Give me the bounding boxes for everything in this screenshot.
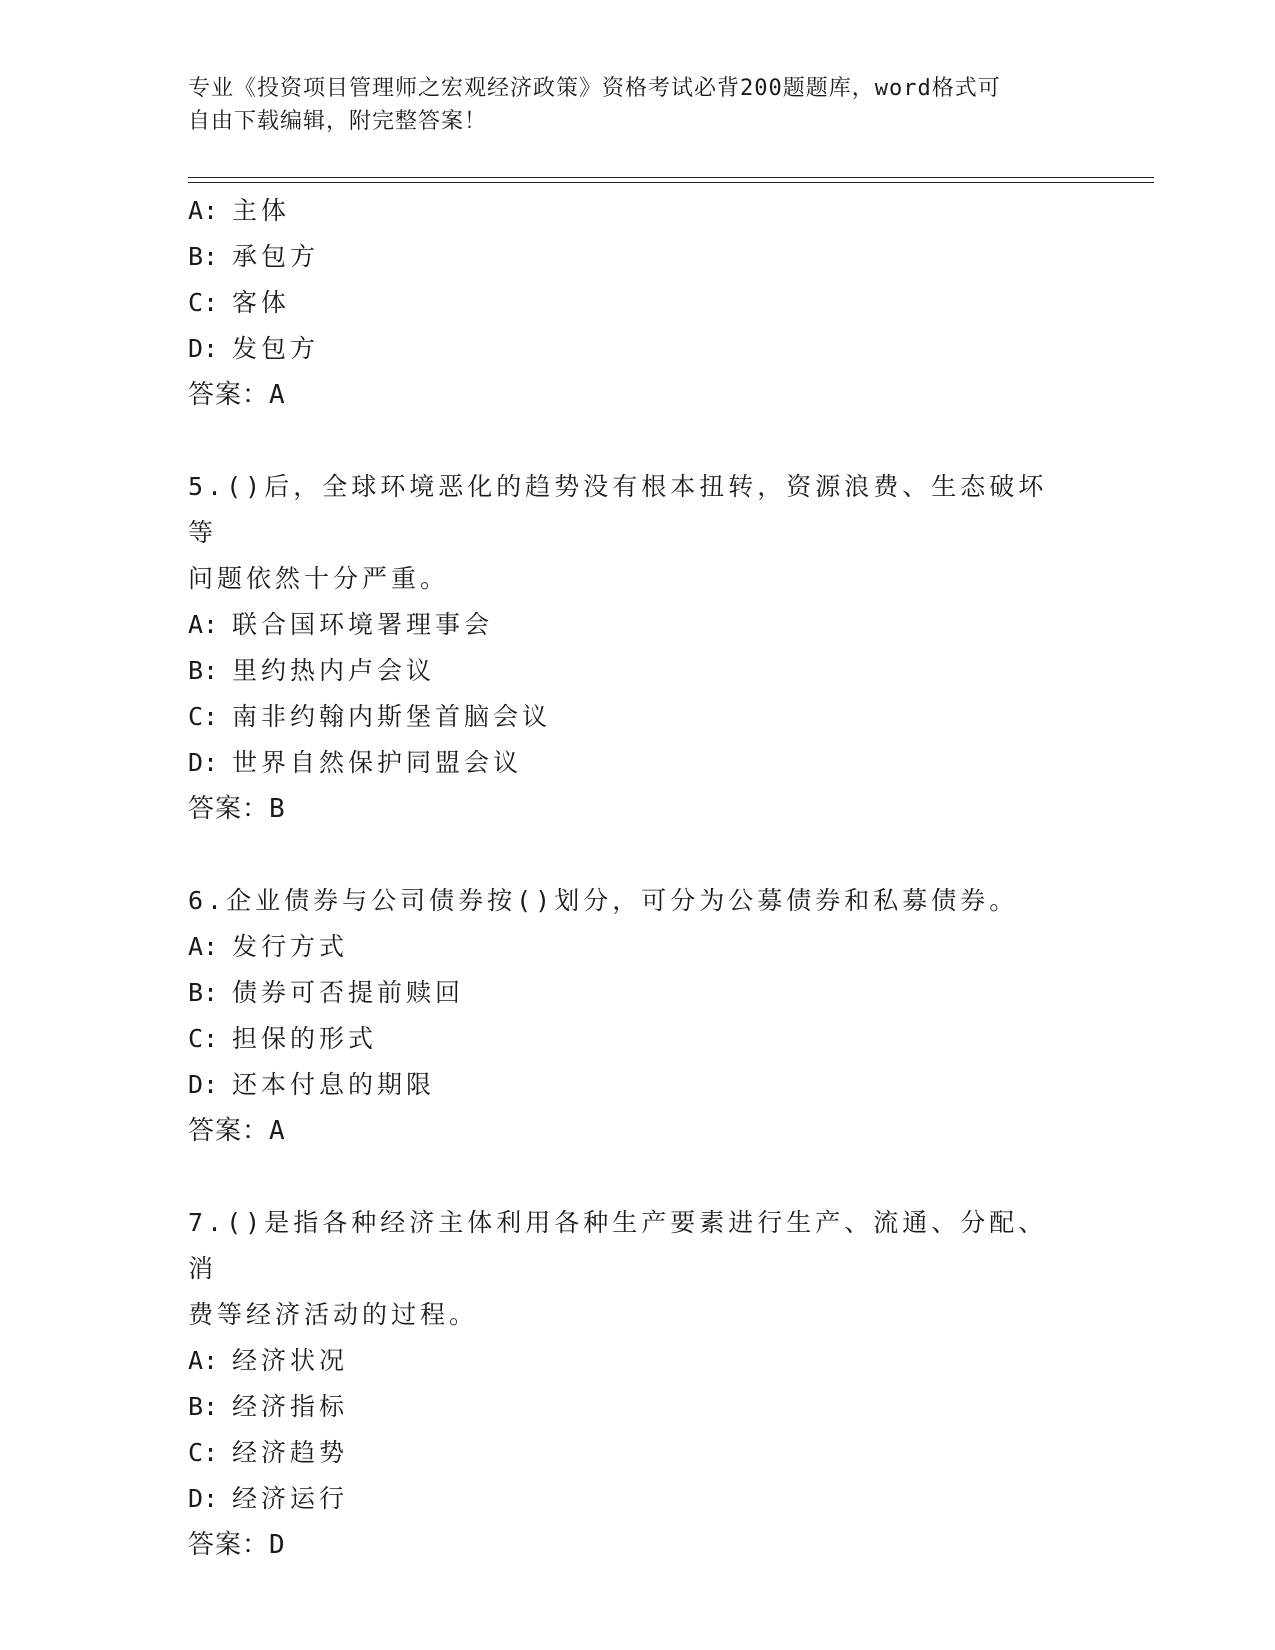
- option-text: 经济状况: [232, 1346, 349, 1375]
- option-label: A:: [188, 932, 219, 961]
- answer-line: 答案：A: [188, 380, 286, 410]
- option-b: [188, 648, 1088, 694]
- question-block-7: [188, 1200, 1088, 1568]
- header-title-line-2: 自由下载编辑，附完整答案！: [188, 109, 488, 134]
- option-c: [188, 1430, 1088, 1476]
- option-label: B:: [188, 656, 219, 685]
- option-label: D:: [188, 334, 219, 363]
- option-a: [188, 924, 1088, 970]
- option-label: B:: [188, 978, 219, 1007]
- answer-line: 答案：B: [188, 794, 286, 824]
- option-label: B:: [188, 242, 219, 271]
- option-label: D:: [188, 1484, 219, 1513]
- option-text: 发行方式: [232, 932, 349, 961]
- option-label: A:: [188, 1346, 219, 1375]
- answer-line: 答案：A: [188, 1116, 286, 1146]
- option-label: C:: [188, 288, 219, 317]
- option-text: 经济指标: [232, 1392, 349, 1421]
- answer-line: 答案：D: [188, 1530, 286, 1560]
- option-text: 世界自然保护同盟会议: [232, 748, 523, 777]
- option-label: B:: [188, 1392, 219, 1421]
- option-text: 承包方: [232, 242, 320, 271]
- option-label: C:: [188, 702, 219, 731]
- option-b: [188, 1384, 1088, 1430]
- header-divider-top: [188, 177, 1154, 178]
- option-text: 南非约翰内斯堡首脑会议: [232, 702, 552, 731]
- option-text: 债券可否提前赎回: [232, 978, 465, 1007]
- question-block-partial: [188, 188, 1088, 418]
- option-text: 经济运行: [232, 1484, 349, 1513]
- question-stem-line-1: 7.()是指各种经济主体利用各种生产要素进行生产、流通、分配、消: [188, 1208, 1048, 1283]
- option-label: D:: [188, 1070, 219, 1099]
- header-title-line-1: 专业《投资项目管理师之宏观经济政策》资格考试必背200题题库，word格式可: [188, 76, 1001, 101]
- option-c: [188, 280, 1088, 326]
- spacer: [188, 1154, 1088, 1200]
- question-stem-line-2: 问题依然十分严重。: [188, 564, 450, 593]
- option-a: [188, 1338, 1088, 1384]
- option-label: A:: [188, 196, 219, 225]
- option-b: [188, 234, 1088, 280]
- question-stem: [188, 464, 1068, 602]
- document-header: [188, 72, 1068, 138]
- option-text: 发包方: [232, 334, 320, 363]
- question-stem-line-2: 费等经济活动的过程。: [188, 1300, 479, 1329]
- option-c: [188, 694, 1088, 740]
- question-stem: [188, 878, 1068, 924]
- option-d: [188, 1476, 1088, 1522]
- option-label: D:: [188, 748, 219, 777]
- question-block-5: [188, 464, 1088, 832]
- question-block-6: [188, 878, 1088, 1154]
- option-label: C:: [188, 1024, 219, 1053]
- option-text: 客体: [232, 288, 291, 317]
- option-text: 主体: [232, 196, 291, 225]
- option-a: [188, 188, 1088, 234]
- question-stem: [188, 1200, 1068, 1338]
- header-divider-bottom: [188, 182, 1154, 183]
- option-text: 担保的形式: [232, 1024, 378, 1053]
- option-b: [188, 970, 1088, 1016]
- option-d: [188, 326, 1088, 372]
- spacer: [188, 418, 1088, 464]
- option-c: [188, 1016, 1088, 1062]
- option-text: 联合国环境署理事会: [232, 610, 494, 639]
- option-label: C:: [188, 1438, 219, 1467]
- option-label: A:: [188, 610, 219, 639]
- question-stem-line-1: 6.企业债券与公司债券按()划分，可分为公募债券和私募债券。: [188, 886, 1019, 915]
- option-d: [188, 740, 1088, 786]
- document-body: [188, 188, 1088, 1568]
- option-text: 还本付息的期限: [232, 1070, 436, 1099]
- spacer: [188, 832, 1088, 878]
- option-text: 里约热内卢会议: [232, 656, 436, 685]
- option-text: 经济趋势: [232, 1438, 349, 1467]
- question-stem-line-1: 5.()后，全球环境恶化的趋势没有根本扭转，资源浪费、生态破坏等: [188, 472, 1048, 547]
- option-d: [188, 1062, 1088, 1108]
- option-a: [188, 602, 1088, 648]
